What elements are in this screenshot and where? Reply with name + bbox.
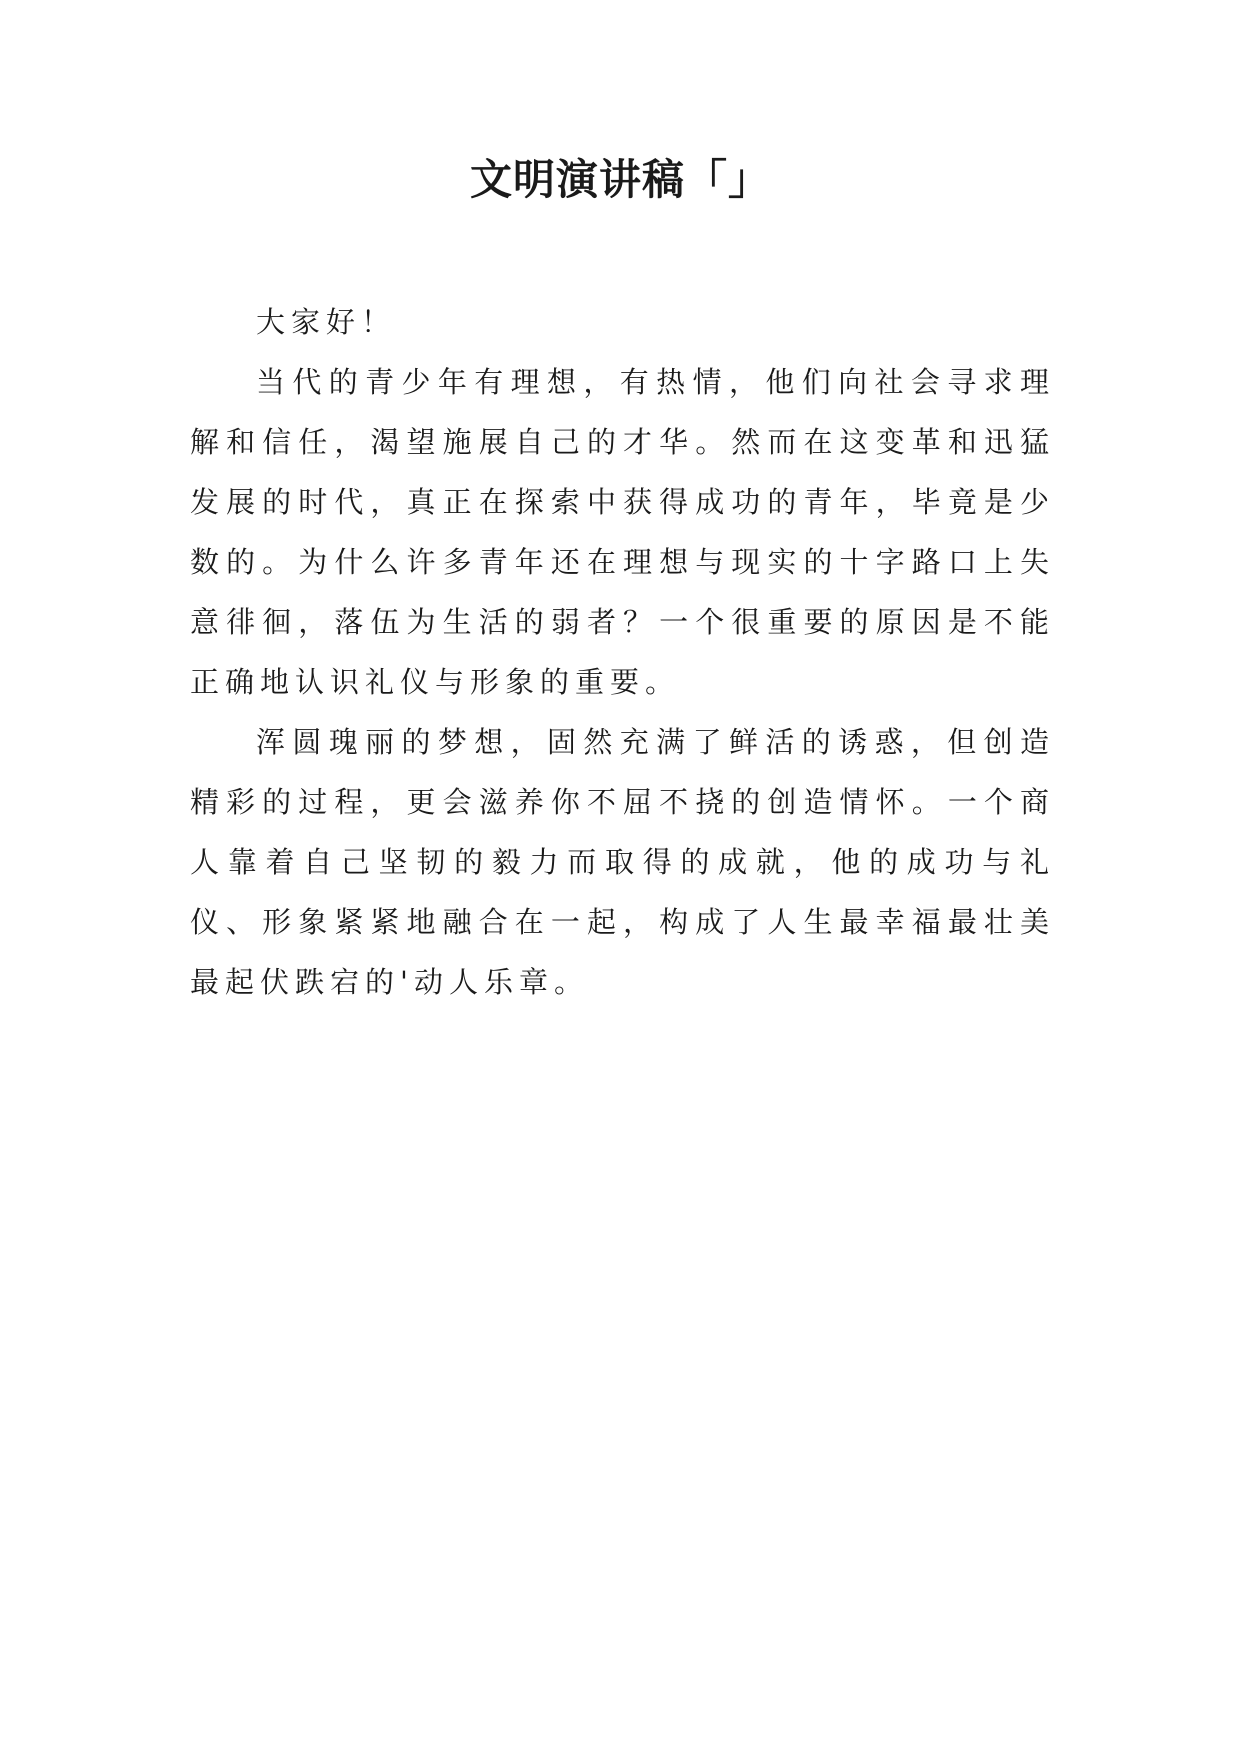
document-title: 文明演讲稿「」 xyxy=(469,155,771,204)
paragraph: 浑圆瑰丽的梦想，固然充满了鲜活的诱惑，但创造精彩的过程，更会滋养你不屈不挠的创造情怀。一个商人靠着自己坚韧的毅力而取得的成就，他的成功与礼仪、形象紧紧地融合在一起，构成了人生最幸福最壮美最起伏跌宕的'动人乐章。 xyxy=(190,725,1055,999)
paragraph-greeting: 大家好！ xyxy=(256,305,397,339)
document-body xyxy=(190,292,1055,1012)
paragraph: 当代的青少年有理想，有热情，他们向社会寻求理解和信任，渴望施展自己的才华。然而在这变革和迅猛发展的时代，真正在探索中获得成功的青年，毕竟是少数的。为什么许多青年还在理想与现实的十字路口上失意徘徊，落伍为生活的弱者？一个很重要的原因是不能正确地认识礼仪与形象的重要。 xyxy=(190,365,1055,699)
